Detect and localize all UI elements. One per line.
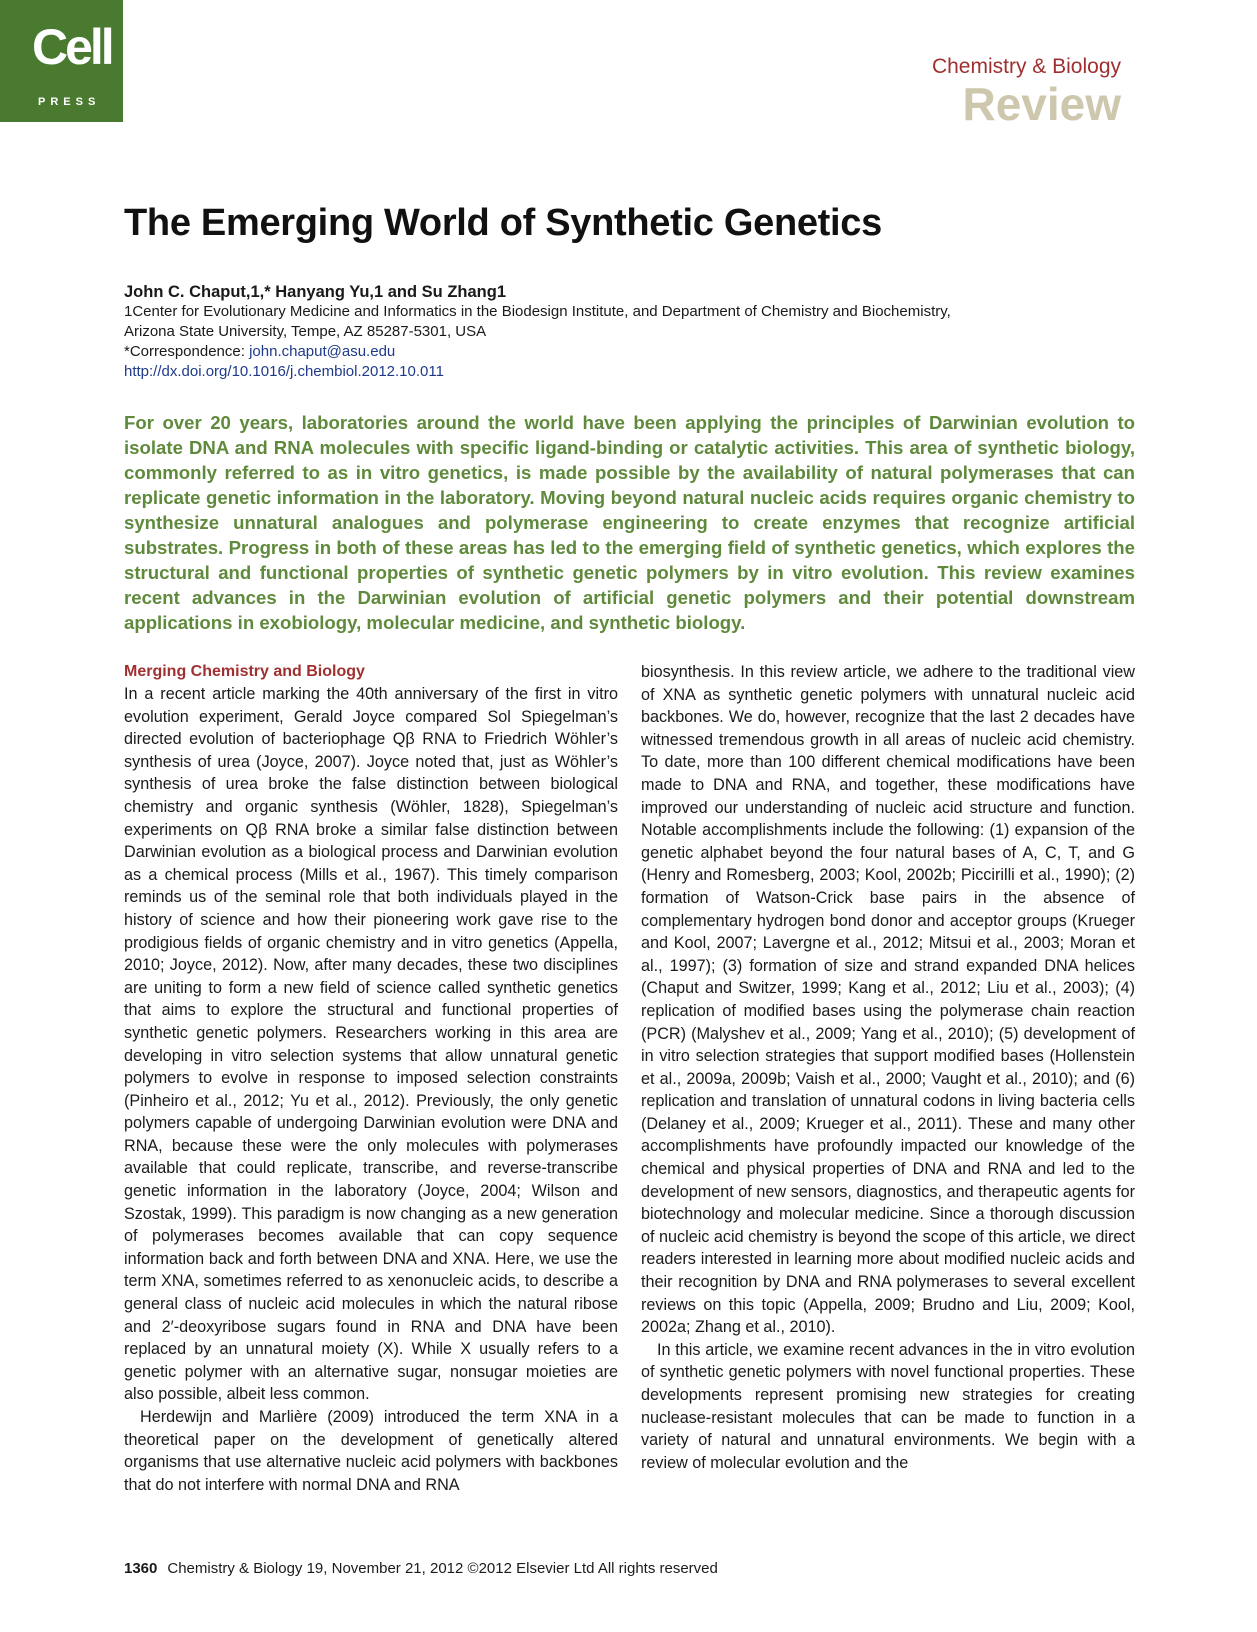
- correspondence: [124, 342, 1134, 362]
- section-label: Review: [962, 78, 1121, 130]
- affiliation-line-1: 1Center for Evolutionary Medicine and Informatics in the Biodesign Institute, and Department of Chemistry and Biochemistry,: [124, 303, 951, 320]
- footer-citation: Chemistry & Biology 19, November 21, 2012 ©2012 Elsevier Ltd All rights reserved: [167, 1560, 718, 1577]
- abstract: For over 20 years, laboratories around the world have been applying the principles of Darwinian evolution to isolate DNA and RNA molecules with specific ligand-binding or catalytic activities. This area of synthetic biology, commonly referred to as in vitro genetics, is made possible by the availability of natural polymerases that can replicate genetic information in the laboratory. Moving beyond natural nucleic acids requires organic chemistry to synthesize unnatural analogues and polymerase engineering to create enzymes that recognize artificial substrates. Progress in both of these areas has led to the emerging field of synthetic genetics, which explores the structural and functional properties of synthetic genetic polymers by in vitro evolution. This review examines recent advances in the Darwinian evolution of artificial genetic polymers and their potential downstream applications in exobiology, molecular medicine, and synthetic biology.: [124, 412, 1135, 633]
- author-names: John C. Chaput,1,* Hanyang Yu,1 and Su Zhang1: [124, 283, 506, 301]
- cell-press-logo: [0, 0, 123, 122]
- correspondence-label: *Correspondence:: [124, 343, 250, 360]
- body-paragraph: In this article, we examine recent advances in the in vitro evolution of synthetic genetic polymers with novel functional properties. These developments represent promising new strategies for creating nuclease-resistant molecules that can be made to function in a variety of natural and unnatural environments. We begin with a review of molecular evolution and the: [641, 1340, 1135, 1472]
- logo-press: PRESS: [38, 96, 101, 108]
- body-paragraph: In a recent article marking the 40th anniversary of the first in vitro evolution experiment, Gerald Joyce compared Sol Spiegelman’s directed evolution of bacteriophage Qβ RNA to Friedrich Wöhler’s synthesis of urea (Joyce, 2007). Joyce noted that, just as Wöhler’s synthesis of urea broke the false distinction between biological chemistry and organic synthesis (Wöhler, 1828), Spiegelman’s experiments on Qβ RNA broke a similar false distinction between Darwinian evolution as a biological process and Darwinian evolution as a chemical process (Mills et al., 1967). This timely comparison reminds us of the seminal role that both individuals played in the history of science and how their pioneering work gave rise to the prodigious fields of organic chemistry and in vitro genetics (Appella, 2010; Joyce, 2012). Now, after many decades, these two disciplines are uniting to form a new field of science called synthetic genetics that aims to explore the structural and functional properties of synthetic genetic polymers. Researchers working in this area are developing in vitro selection systems that allow unnatural genetic polymers to evolve in response to imposed selection constraints (Pinheiro et al., 2012; Yu et al., 2012). Previously, the only genetic polymers capable of undergoing Darwinian evolution were DNA and RNA, because these were the only molecules with polymerases available that could replicate, transcribe, and reverse-transcribe genetic information in the laboratory (Joyce, 2004; Wilson and Szostak, 1999). This paradigm is now changing as a new generation of polymerases becomes available that can copy sequence information back and forth between DNA and XNA. Here, we use the term XNA, sometimes referred to as xenonucleic acids, to describe a general class of nucleic acid molecules in which the natural ribose and 2′-deoxyribose sugars found in RNA and DNA have been replaced by an unnatural moiety (X). While X usually refers to a genetic polymer with an alternative sugar, nonsugar moieties are also possible, albeit less common.: [124, 685, 618, 1404]
- logo-word: Cell: [32, 19, 112, 75]
- left-column: [124, 661, 618, 1496]
- body-paragraph: biosynthesis. In this review article, we adhere to the traditional view of XNA as synthetic genetic polymers with unnatural nucleic acid backbones. We do, however, recognize that the last 2 decades have witnessed tremendous growth in all areas of nucleic acid chemistry. To date, more than 100 different chemical modifications have been made to DNA and RNA, and together, these modifications have improved our understanding of nucleic acid structure and function. Notable accomplishments include the following: (1) expansion of the genetic alphabet beyond the four natural bases of A, C, T, and G (Henry and Romesberg, 2003; Kool, 2002b; Piccirilli et al., 1990); (2) formation of Watson-Crick base pairs in the absence of complementary hydrogen bond donor and acceptor groups (Krueger and Kool, 2007; Lavergne et al., 2012; Mitsui et al., 2003; Moran et al., 1997); (3) formation of size and strand expanded DNA helices (Chaput and Switzer, 1999; Kang et al., 2012; Liu et al., 2003); (4) replication of modified bases using the polymerase chain reaction (PCR) (Malyshev et al., 2009; Yang et al., 2010); (5) development of in vitro selection strategies that support modified bases (Hollenstein et al., 2009a, 2009b; Vaish et al., 2000; Vaught et al., 2010); and (6) replication and translation of unnatural codons in living bacteria cells (Delaney et al., 2009; Krueger et al., 2011). These and many other accomplishments have profoundly impacted our knowledge of the chemical and physical properties of DNA and RNA and led to the development of new sensors, diagnostics, and therapeutic agents for biotechnology and molecular medicine. Since a thorough discussion of nucleic acid chemistry is beyond the scope of this article, we direct readers interested in learning more about modified nucleic acids and their recognition by DNA and RNA polymerases to several excellent reviews on this topic (Appella, 2009; Brudno and Liu, 2009; Kool, 2002a; Zhang et al., 2010).: [641, 663, 1135, 1337]
- right-column: [641, 661, 1135, 1474]
- affiliation-line-2: Arizona State University, Tempe, AZ 85287-5301, USA: [124, 323, 487, 340]
- email-link[interactable]: john.chaput@asu.edu: [249, 343, 396, 360]
- page-number: 1360: [124, 1560, 158, 1577]
- article-title: The Emerging World of Synthetic Genetics: [124, 202, 882, 244]
- body-paragraph: Herdewijn and Marlière (2009) introduced the term XNA in a theoretical paper on the development of genetically altered organisms that use alternative nucleic acid polymers with backbones that do not interfere with normal DNA and RNA: [124, 1408, 618, 1494]
- page-footer: [124, 1560, 718, 1577]
- journal-name: Chemistry & Biology: [931, 55, 1121, 78]
- doi-link[interactable]: http://dx.doi.org/10.1016/j.chembiol.2012.10.011: [124, 363, 444, 380]
- section-heading: Merging Chemistry and Biology: [124, 663, 365, 680]
- author-block: [124, 282, 1134, 382]
